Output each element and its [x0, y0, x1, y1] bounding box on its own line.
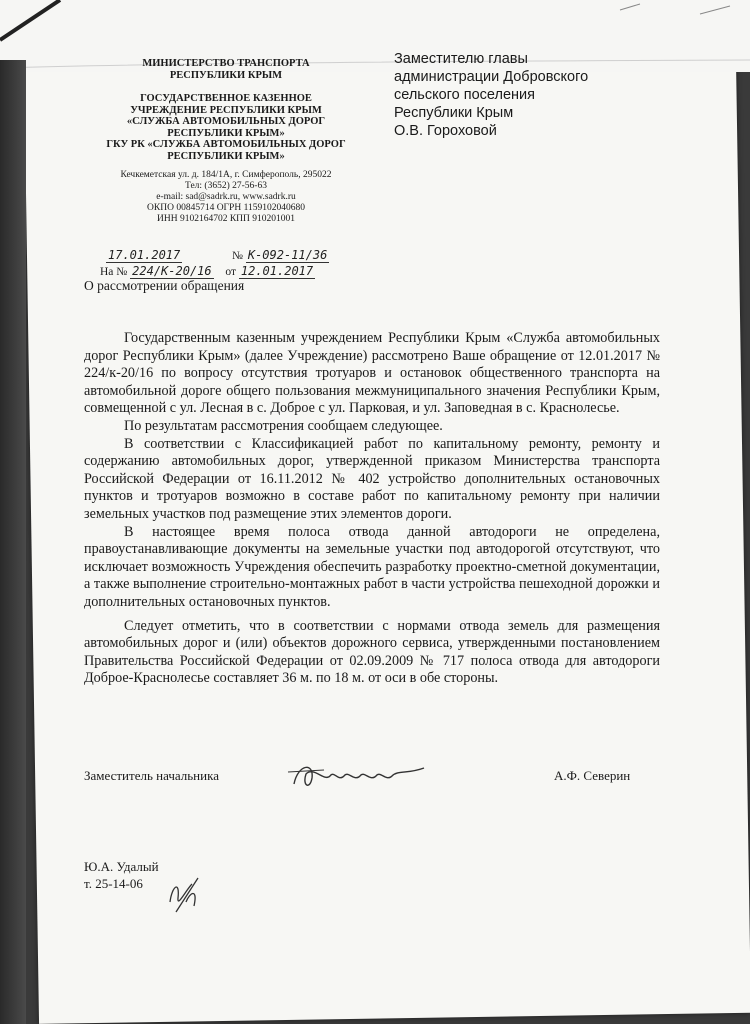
- address: Кечкеметская ул. д. 184/1А, г. Симферополь, 295022: [120, 170, 332, 180]
- subject-line: О рассмотрении обращения: [84, 278, 245, 293]
- handwritten-initials: [164, 872, 204, 916]
- scan-left-edge: [0, 60, 26, 1024]
- email: e-mail: sad@sadrk.ru, www.sadrk.ru: [156, 192, 296, 202]
- incoming-registration: [100, 264, 315, 278]
- institution-line: УЧРЕЖДЕНИЕ РЕСПУБЛИКИ КРЫМ: [130, 104, 322, 116]
- addressee-line: Заместителю главы: [394, 51, 528, 67]
- okpo-ogrn: ОКПО 00845714 ОГРН 1159102040680: [147, 203, 305, 213]
- institution-line: РЕСПУБЛИКИ КРЫМ»: [167, 127, 285, 139]
- inn-kpp: ИНН 9102164702 КПП 910201001: [156, 214, 295, 224]
- institution-line: ГКУ РК «СЛУЖБА АВТОМОБИЛЬНЫХ ДОРОГ: [106, 139, 346, 150]
- incoming-date-label: от: [225, 266, 236, 278]
- body-paragraph: В настоящее время полоса отвода данной автодороги не определена, правоустанавливающие документы на земельные участки под автодорогой отсутствуют, что исключает возможность Учреждения обеспечить разработку проектно-сметной документации, а также выполнение строительно-монтажных работ в части устройства пешеходной дорожки и дополнительных остановочных пунктов.: [84, 523, 660, 610]
- institution-line: ГОСУДАРСТВЕННОЕ КАЗЕННОЕ: [140, 93, 312, 104]
- body-paragraph: Государственным казенным учреждением Республики Крым «Служба автомобильных дорог Республики Крым» (далее Учреждение) рассмотрено Ваше обращение от 12.01.2017 № 224/к-20/16 по вопросу отсутствия тротуаров и остановок общественного транспорта на автомобильной дороге общего пользования межмуниципального значения Республики Крым, совмещенной с ул. Лесная в с. Доброе с ул. Парковая, и ул. Заповедная в с. Краснолесье.: [84, 330, 660, 417]
- outgoing-number: К-092-11/36: [247, 248, 328, 262]
- institution-name: [76, 93, 376, 162]
- institution-line: РЕСПУБЛИКИ КРЫМ»: [167, 150, 285, 162]
- addressee-block: [394, 50, 654, 140]
- ministry-line: РЕСПУБЛИКИ КРЫМ: [169, 69, 283, 81]
- incoming-number: 224/К-20/16: [132, 264, 212, 278]
- handwritten-signature: [284, 756, 434, 796]
- outgoing-registration: [106, 248, 329, 262]
- signature-row: [84, 756, 684, 796]
- executor-phone: т. 25-14-06: [84, 876, 143, 891]
- ministry-name: [76, 58, 376, 81]
- body-paragraph: По результатам рассмотрения сообщаем следующее.: [124, 417, 443, 434]
- outgoing-date: 17.01.2017: [108, 248, 181, 262]
- addressee-line: сельского поселения: [394, 87, 535, 103]
- incoming-label: На №: [100, 266, 128, 278]
- ministry-line: МИНИСТЕРСТВО ТРАНСПОРТА: [142, 58, 310, 69]
- letter-body: [84, 308, 660, 688]
- contact-block: [76, 170, 376, 225]
- executor-name: Ю.А. Удалый: [84, 859, 159, 874]
- addressee-line: администрации Добровского: [394, 69, 589, 85]
- outgoing-number-label: №: [232, 250, 243, 262]
- body-paragraph: Следует отметить, что в соответствии с нормами отвода земель для размещения автомобильных дорог и (или) объектов дорожного сервиса, утвержденными постановлением Правительства Российской Федерации от 02.09.2009 № 717 полоса отвода для автодороги Доброе-Краснолесье составляет 36 м. по 18 м. от оси в обе стороны.: [84, 617, 660, 687]
- signatory-name: А.Ф. Северин: [554, 768, 631, 783]
- addressee-line: Республики Крым: [394, 105, 514, 121]
- executor-block: [84, 858, 159, 892]
- body-paragraph: В соответствии с Классификацией работ по капитальному ремонту, ремонту и содержанию автомобильных дорог, утвержденной приказом Министерства транспорта Российской Федерации от 16.11.2012 № 402 устройство дополнительных остановочных пунктов и тротуаров возможно в составе работ по капитальному ремонту при наличии земельных участков под размещение этих элементов дороги.: [84, 435, 660, 522]
- institution-line: «СЛУЖБА АВТОМОБИЛЬНЫХ ДОРОГ: [126, 116, 326, 127]
- phone: Тел: (3652) 27-56-63: [185, 181, 267, 191]
- incoming-date: 12.01.2017: [240, 264, 314, 278]
- addressee-line: О.В. Гороховой: [394, 123, 497, 139]
- letterhead: [76, 58, 376, 225]
- signatory-position: Заместитель начальника: [84, 768, 219, 783]
